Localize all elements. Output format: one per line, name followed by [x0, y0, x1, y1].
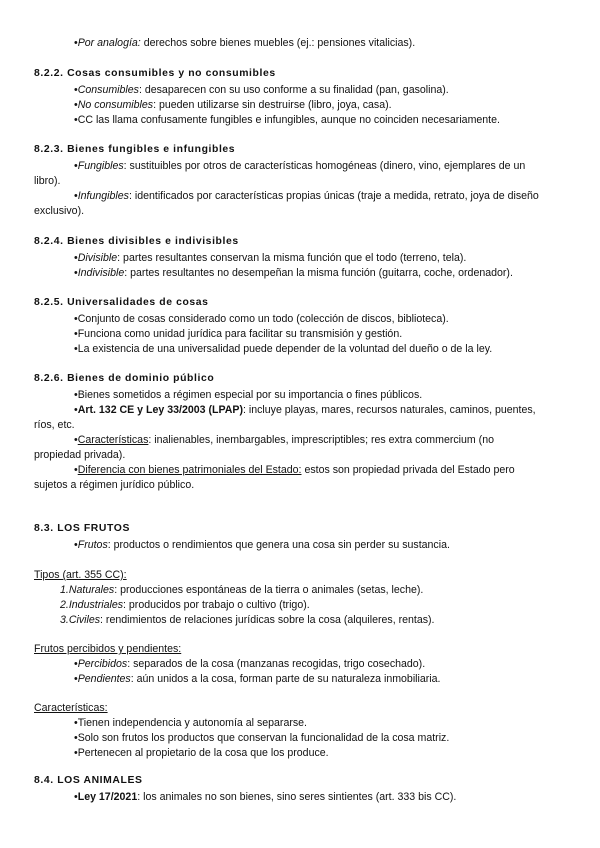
bullet-caracteristicas: [74, 433, 494, 447]
bullet-marker: •: [74, 673, 78, 685]
bullet-regimen-especial: •Bienes sometidos a régimen especial por su importancia o fines públicos.: [74, 389, 423, 401]
bullet-diferencia-cont: sujetos a régimen jurídico público.: [34, 479, 195, 491]
text: : inalienables, inembargables, imprescriptibles; res extra commercium (no: [148, 434, 494, 446]
heading-8-4: 8.4. LOS ANIMALES: [34, 775, 143, 786]
text: : productos o rendimientos que genera una cosa sin perder su sustancia.: [107, 539, 450, 551]
bullet-marker: •: [74, 464, 78, 476]
item-civiles: [60, 613, 435, 627]
bullet-infungibles: [74, 189, 539, 203]
bullet-caracteristicas-cont: propiedad privada).: [34, 449, 126, 461]
bullet-consumibles: [74, 83, 449, 97]
bullet-indivisible: [74, 266, 513, 280]
text: : producciones espontáneas de la tierra o animales (setas, leche).: [114, 584, 424, 596]
bullet-fungibles: [74, 159, 525, 173]
term: Consumibles: [77, 84, 139, 96]
bullet-por-analogia: [74, 36, 415, 50]
bullet-ley-17-2021: [74, 790, 456, 804]
term: Divisible: [77, 252, 118, 264]
text: : sustituibles por otros de características homogéneas (dinero, vino, ejemplares de un: [123, 160, 526, 172]
bullet-no-consumibles: [74, 98, 392, 112]
term: Infungibles: [77, 190, 129, 202]
bullet-marker: •: [74, 404, 78, 416]
bullet-conjunto: •Conjunto de cosas considerado como un todo (colección de discos, biblioteca).: [74, 313, 449, 325]
text: : producidos por trabajo o cultivo (trigo).: [123, 599, 310, 611]
bullet-marker: •: [74, 252, 78, 264]
subheading-caracteristicas: Características:: [34, 702, 108, 714]
bullet-marker: •: [74, 160, 78, 172]
bullet-solo-frutos: •Solo son frutos los productos que conservan la funcionalidad de la cosa matriz.: [74, 732, 450, 744]
heading-8-3: 8.3. LOS FRUTOS: [34, 523, 130, 534]
term: Civiles: [68, 614, 101, 626]
text: : partes resultantes conservan la misma función que el todo (terreno, tela).: [117, 252, 467, 264]
heading-8-2-3: 8.2.3. Bienes fungibles e infungibles: [34, 144, 236, 155]
bullet-frutos: [74, 538, 450, 552]
bullet-marker: •: [74, 190, 78, 202]
term: Percibidos: [77, 658, 128, 670]
bullet-funciona: •Funciona como unidad jurídica para facilitar su transmisión y gestión.: [74, 328, 403, 340]
bullet-pendientes: [74, 672, 441, 686]
bullet-marker: •: [74, 267, 78, 279]
bullet-pertenecen: •Pertenecen al propietario de la cosa que los produce.: [74, 747, 329, 759]
bullet-marker: •: [74, 84, 78, 96]
text: : rendimientos de relaciones jurídicas sobre la cosa (alquileres, rentas).: [100, 614, 435, 626]
bullet-infungibles-cont: exclusivo).: [34, 205, 85, 217]
bullet-marker: •: [74, 539, 78, 551]
item-number: 2.: [60, 599, 69, 611]
text: : identificados por características propias únicas (traje a medida, retrato, joya de diseño: [128, 190, 539, 202]
bullet-fungibles-cont: libro).: [34, 175, 61, 187]
bullet-marker: •: [74, 658, 78, 670]
term: Naturales: [68, 584, 115, 596]
term: Por analogía:: [77, 37, 141, 49]
term: Fungibles: [77, 160, 124, 172]
text: : aún unidos a la cosa, forman parte de su naturaleza inmobiliaria.: [130, 673, 441, 685]
bullet-marker: •: [74, 37, 78, 49]
bullet-existencia: •La existencia de una universalidad puede depender de la voluntad del dueño o de la ley.: [74, 343, 493, 355]
item-number: 1.: [60, 584, 69, 596]
heading-8-2-5: 8.2.5. Universalidades de cosas: [34, 297, 209, 308]
term: Características: [77, 434, 149, 446]
heading-8-2-2: 8.2.2. Cosas consumibles y no consumibles: [34, 68, 276, 79]
item-number: 3.: [60, 614, 69, 626]
term: Indivisible: [77, 267, 125, 279]
subheading-percibidos: Frutos percibidos y pendientes:: [34, 643, 182, 655]
bullet-percibidos: [74, 657, 425, 671]
term: Pendientes: [77, 673, 131, 685]
bullet-art-132: [74, 403, 536, 417]
bullet-diferencia: [74, 463, 515, 477]
subheading-tipos: Tipos (art. 355 CC):: [34, 569, 127, 581]
bullet-marker: •: [74, 434, 78, 446]
term: Ley 17/2021: [77, 791, 138, 803]
heading-8-2-6: 8.2.6. Bienes de dominio público: [34, 373, 215, 384]
text: : incluye playas, mares, recursos naturales, caminos, puentes,: [242, 404, 536, 416]
text: : separados de la cosa (manzanas recogidas, trigo cosechado).: [127, 658, 426, 670]
item-industriales: [60, 598, 310, 612]
bullet-marker: •: [74, 791, 78, 803]
term: Frutos: [77, 539, 108, 551]
heading-8-2-4: 8.2.4. Bienes divisibles e indivisibles: [34, 236, 239, 247]
bullet-independencia: •Tienen independencia y autonomía al separarse.: [74, 717, 308, 729]
bullet-divisible: [74, 251, 466, 265]
term: Industriales: [68, 599, 124, 611]
text: derechos sobre bienes muebles (ej.: pensiones vitalicias).: [140, 37, 416, 49]
text: estos son propiedad privada del Estado pero: [301, 464, 515, 476]
bullet-cc-confusion: •CC las llama confusamente fungibles e infungibles, aunque no coinciden necesariamente.: [74, 114, 500, 126]
term: Art. 132 CE y Ley 33/2003 (LPAP): [77, 404, 243, 416]
text: : partes resultantes no desempeñan la misma función (guitarra, coche, ordenador).: [124, 267, 513, 279]
term: No consumibles: [77, 99, 154, 111]
text: : desaparecen con su uso conforme a su finalidad (pan, gasolina).: [138, 84, 449, 96]
term: Diferencia con bienes patrimoniales del Estado:: [77, 464, 302, 476]
item-naturales: [60, 583, 423, 597]
bullet-marker: •: [74, 99, 78, 111]
text: : pueden utilizarse sin destruirse (libro, joya, casa).: [153, 99, 392, 111]
text: : los animales no son bienes, sino seres sintientes (art. 333 bis CC).: [137, 791, 457, 803]
bullet-art-132-cont: ríos, etc.: [34, 419, 75, 431]
